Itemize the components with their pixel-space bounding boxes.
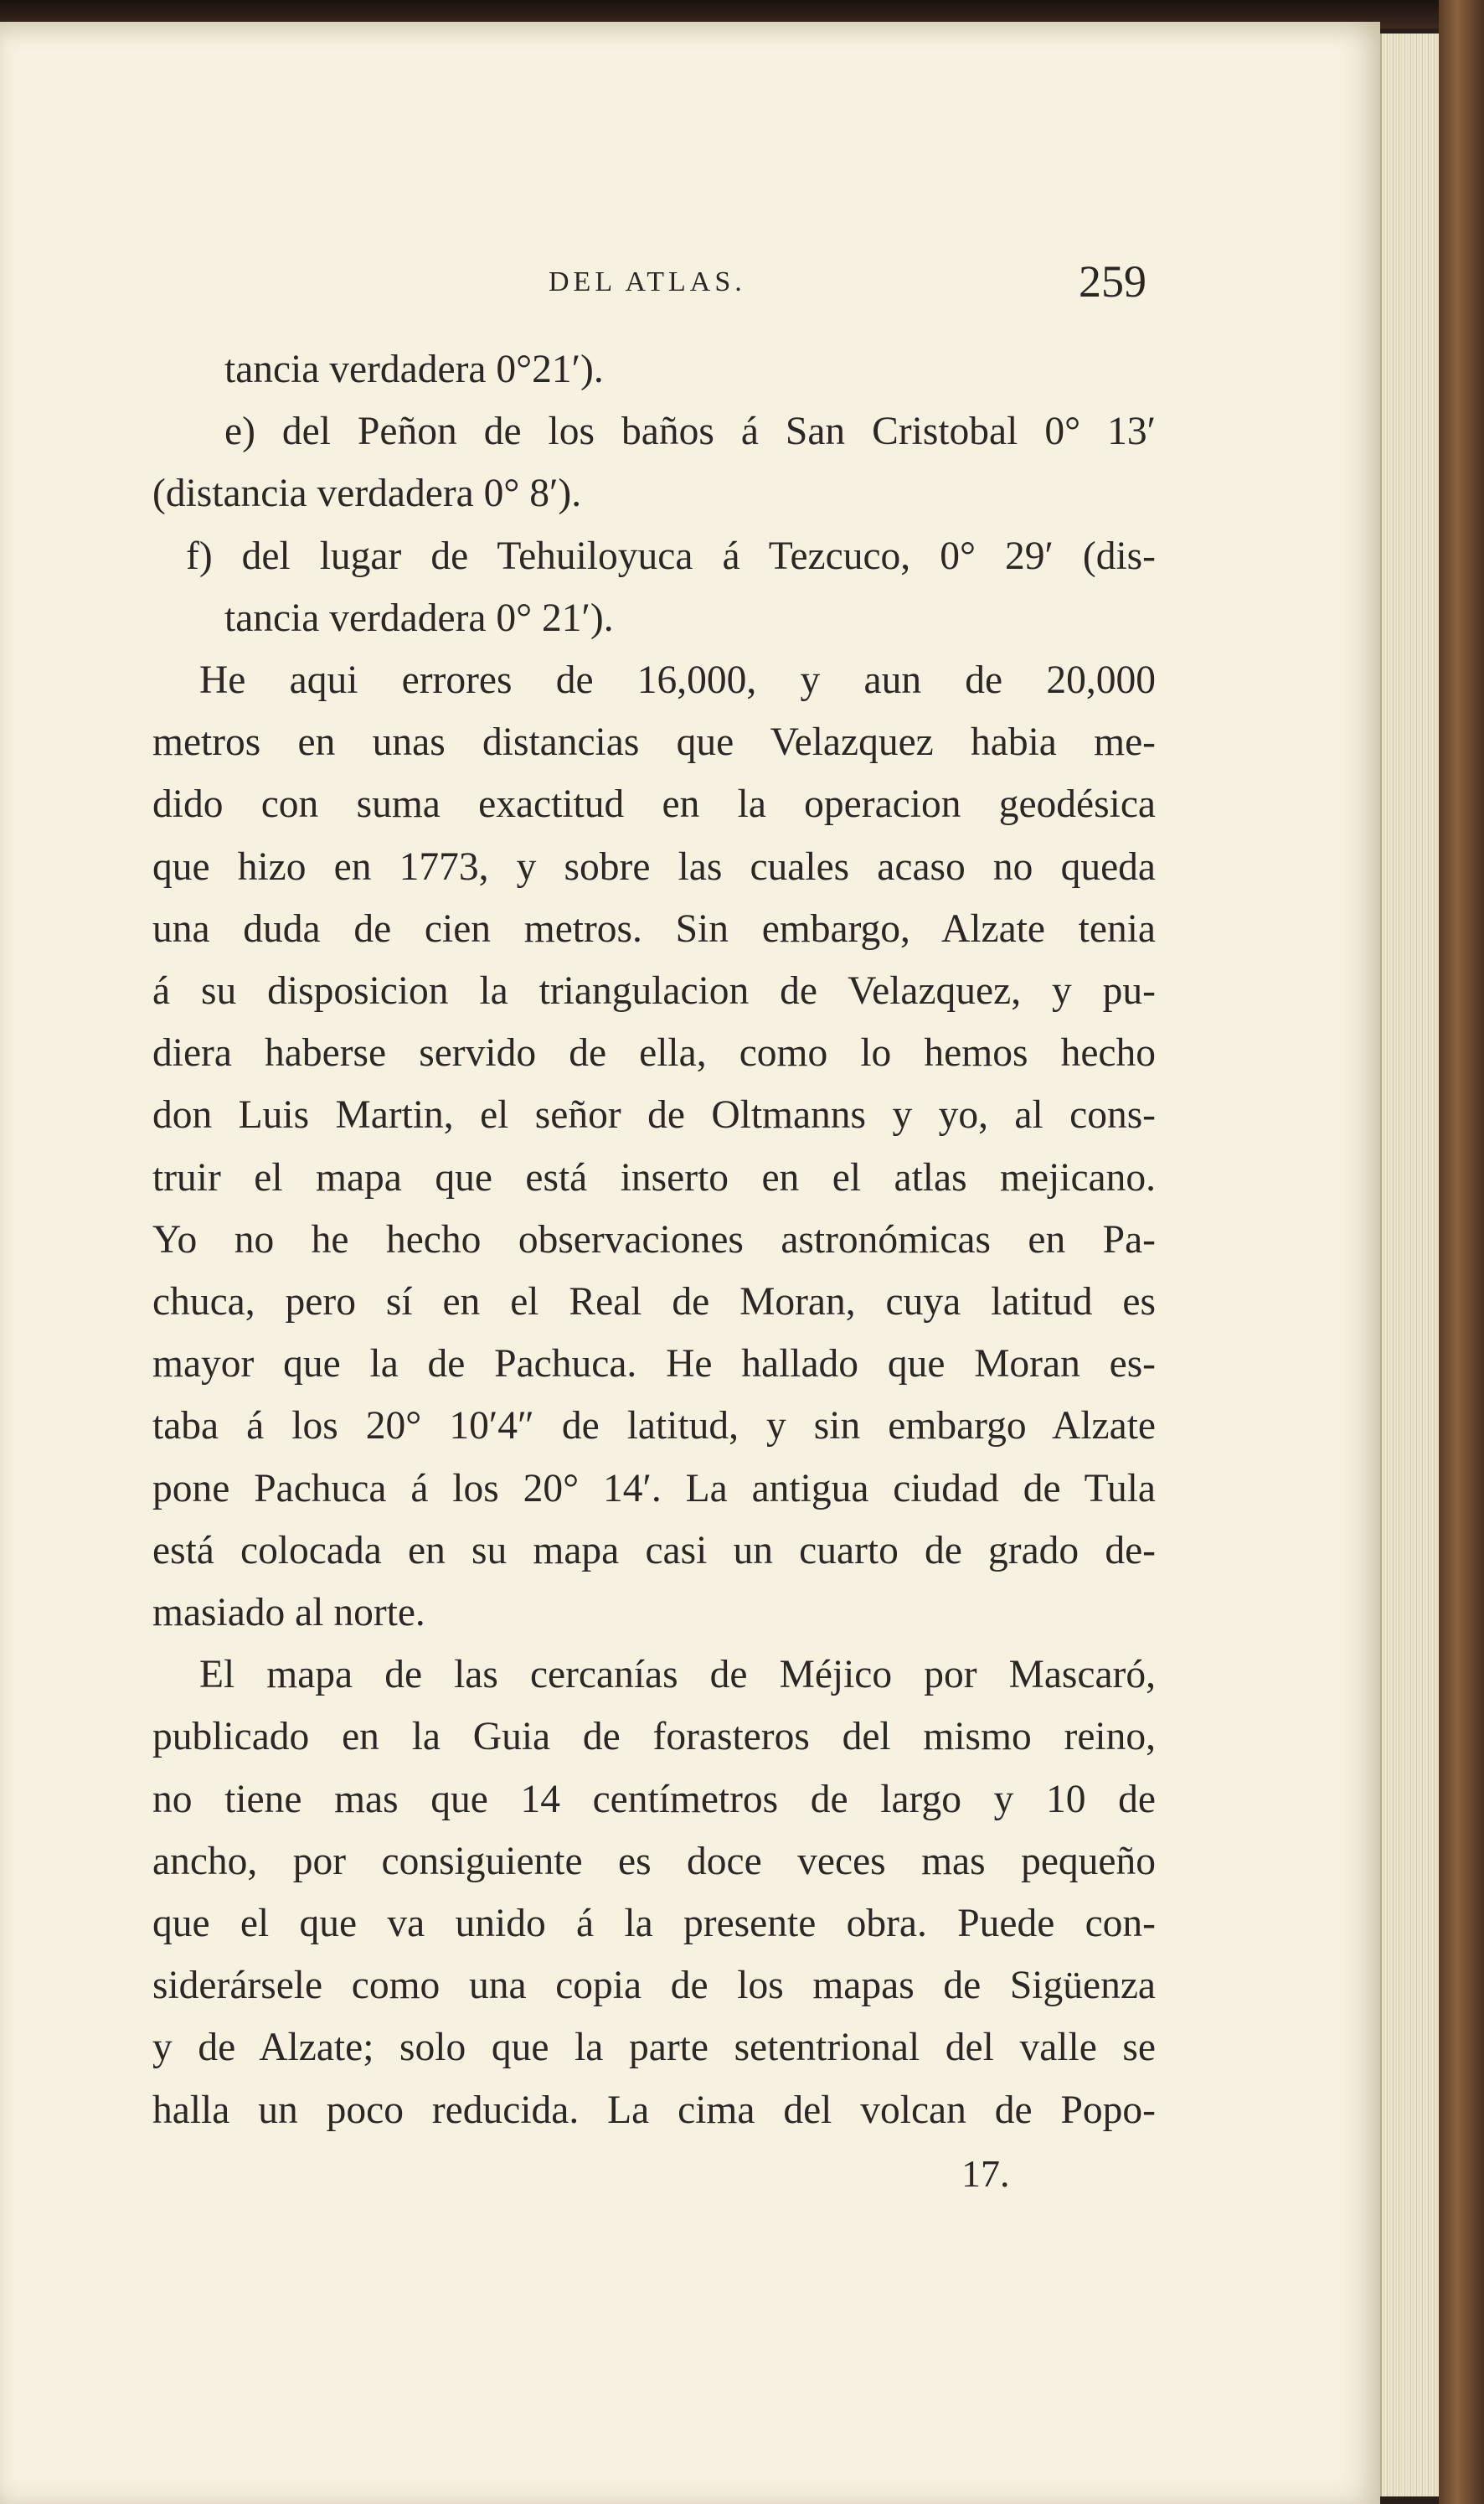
text-line: á su disposicion la triangulacion de Velazquez, y pu- [152, 969, 1156, 1013]
text-line: dido con suma exactitud en la operacion geodésica [152, 782, 1156, 827]
text-line: una duda de cien metros. Sin embargo, Alzate tenia [152, 906, 1156, 951]
text-line: El mapa de las cercanías de Méjico por Mascaró, [199, 1653, 1156, 1697]
text-line: tancia verdadera 0°21′). [224, 348, 604, 391]
text-line: y de Alzate; solo que la parte setentrional del valle se [152, 2026, 1156, 2070]
text-line: que el que va unido á la presente obra. Puede con- [152, 1902, 1156, 1945]
text-line: pone Pachuca á los 20° 14′. La antigua ciudad de Tula [152, 1466, 1156, 1510]
text-line: publicado en la Guia de forasteros del mismo reino, [152, 1715, 1156, 1759]
text-line: que hizo en 1773, y sobre las cuales acaso no queda [152, 844, 1156, 889]
text-line: f) del lugar de Tehuiloyuca á Tezcuco, 0° 29′ (dis- [186, 534, 1156, 578]
text-line: está colocada en su mapa casi un cuarto de grado de- [152, 1528, 1156, 1572]
page-fore-edge [1380, 34, 1440, 2496]
text-line: He aqui errores de 16,000, y aun de 20,000 [199, 658, 1156, 702]
text-line: don Luis Martin, el señor de Oltmanns y yo, al cons- [152, 1093, 1156, 1138]
signature-mark: 17. [961, 2152, 1010, 2195]
text-line: e) del Peñon de los baños á San Cristobal 0° 13′ [224, 410, 1156, 454]
text-line: siderársele como una copia de los mapas de Sigüenza [152, 1964, 1156, 2008]
text-line: truir el mapa que está inserto en el atlas mejicano. [152, 1155, 1156, 1200]
text-line: no tiene mas que 14 centímetros de largo y 10 de [152, 1777, 1156, 1821]
text-line: ancho, por consiguiente es doce veces mas pequeño [152, 1839, 1156, 1883]
text-line: (distancia verdadera 0° 8′). [152, 472, 582, 516]
text-line: Yo no he hecho observaciones astronómicas en Pa- [152, 1217, 1156, 1262]
text-line: diera haberse servido de ella, como lo hemos hecho [152, 1031, 1156, 1076]
text-line: tancia verdadera 0° 21′). [224, 596, 614, 640]
running-head: DEL ATLAS. [549, 266, 746, 297]
book-cover-edge [1439, 0, 1484, 2504]
text-line: masiado al norte. [152, 1591, 425, 1634]
text-line: chuca, pero sí en el Real de Moran, cuya latitud es [152, 1280, 1156, 1324]
text-line: halla un poco reducida. La cima del volcan de Popo- [152, 2088, 1156, 2132]
page-number: 259 [1079, 256, 1146, 307]
text-line: metros en unas distancias que Velazquez habia me- [152, 720, 1156, 765]
text-line: mayor que la de Pachuca. He hallado que Moran es- [152, 1342, 1156, 1386]
text-line: taba á los 20° 10′4″ de latitud, y sin embargo Alzate [152, 1404, 1156, 1448]
